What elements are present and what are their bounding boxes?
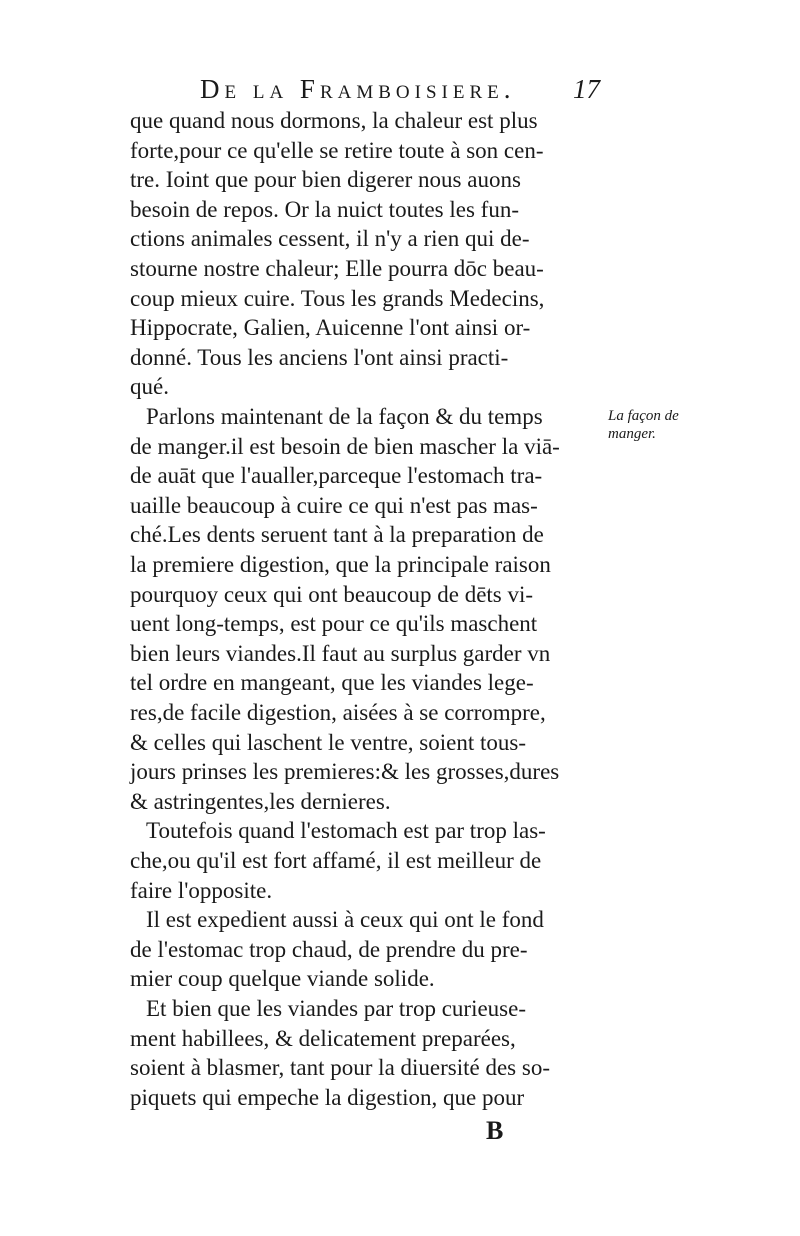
text-line: tre. Ioint que pour bien digerer nous auons bbox=[130, 167, 521, 193]
text-line: soient à blasmer, tant pour la diuersité des so- bbox=[130, 1055, 550, 1081]
margin-note-line: La façon de bbox=[608, 408, 679, 424]
text-line: che,ou qu'il est fort affamé, il est meilleur de bbox=[130, 848, 542, 873]
text-line: que quand nous dormons, la chaleur est plus bbox=[130, 108, 538, 133]
text-line: besoin de repos. Or la nuict toutes les fun- bbox=[130, 196, 519, 222]
text-line: uaille beaucoup à cuire ce qui n'est pas mas- bbox=[130, 492, 538, 518]
text-line: coup mieux cuire. Tous les grands Medecins, bbox=[130, 285, 545, 311]
signature-mark: B bbox=[486, 1116, 504, 1146]
margin-note-line: manger. bbox=[608, 426, 656, 442]
running-title: De la Framboisiere. bbox=[200, 74, 516, 104]
text-line: de manger.il est besoin de bien mascher la viā- bbox=[130, 433, 560, 459]
text-line: pourquoy ceux qui ont beaucoup de dēts vi- bbox=[130, 581, 534, 607]
text-line: ctions animales cessent, il n'y a rien qui de- bbox=[130, 226, 530, 252]
text-line: & astringentes,les dernieres. bbox=[130, 788, 391, 814]
text-line: de l'estomac trop chaud, de prendre du pre- bbox=[130, 936, 528, 962]
paragraph-first-line: Il est expedient aussi à ceux qui ont le fond bbox=[146, 907, 544, 933]
text-line: stourne nostre chaleur; Elle pourra dōc beau- bbox=[130, 256, 544, 281]
text-line: la premiere digestion, que la principale raison bbox=[130, 552, 551, 577]
paragraph-first-line: Toutefois quand l'estomach est par trop las- bbox=[146, 818, 546, 844]
text-line: & celles qui laschent le ventre, soient tous- bbox=[130, 729, 526, 755]
text-line: mier coup quelque viande solide. bbox=[130, 966, 435, 992]
text-line: ché.Les dents seruent tant à la preparation de bbox=[130, 522, 544, 548]
text-line: ment habillees, & delicatement preparées, bbox=[130, 1025, 516, 1051]
text-line: uent long-temps, est pour ce qu'ils maschent bbox=[130, 611, 538, 637]
text-line: donné. Tous les anciens l'ont ainsi practi- bbox=[130, 344, 509, 370]
text-line: qué. bbox=[130, 374, 169, 400]
text-line: Hippocrate, Galien, Auicenne l'ont ainsi or- bbox=[130, 315, 531, 341]
text-line: piquets qui empeche la digestion, que pour bbox=[130, 1084, 525, 1110]
text-line: faire l'opposite. bbox=[130, 877, 273, 903]
text-line: forte,pour ce qu'elle se retire toute à son cen- bbox=[130, 137, 544, 163]
paragraph-first-line: Et bien que les viandes par trop curieuse- bbox=[146, 996, 527, 1021]
text-line: de auāt que l'aualler,parceque l'estomach tra- bbox=[130, 463, 543, 489]
text-line: jours prinses les premieres:& les grosses,dures bbox=[130, 759, 560, 785]
text-line: tel ordre en mangeant, que les viandes lege- bbox=[130, 670, 534, 696]
text-line: bien leurs viandes.Il faut au surplus garder vn bbox=[130, 640, 551, 666]
paragraph-first-line: Parlons maintenant de la façon & du temps bbox=[146, 404, 543, 429]
page-number: 17 bbox=[573, 74, 600, 104]
text-line: res,de facile digestion, aisées à se corrompre, bbox=[130, 700, 546, 725]
